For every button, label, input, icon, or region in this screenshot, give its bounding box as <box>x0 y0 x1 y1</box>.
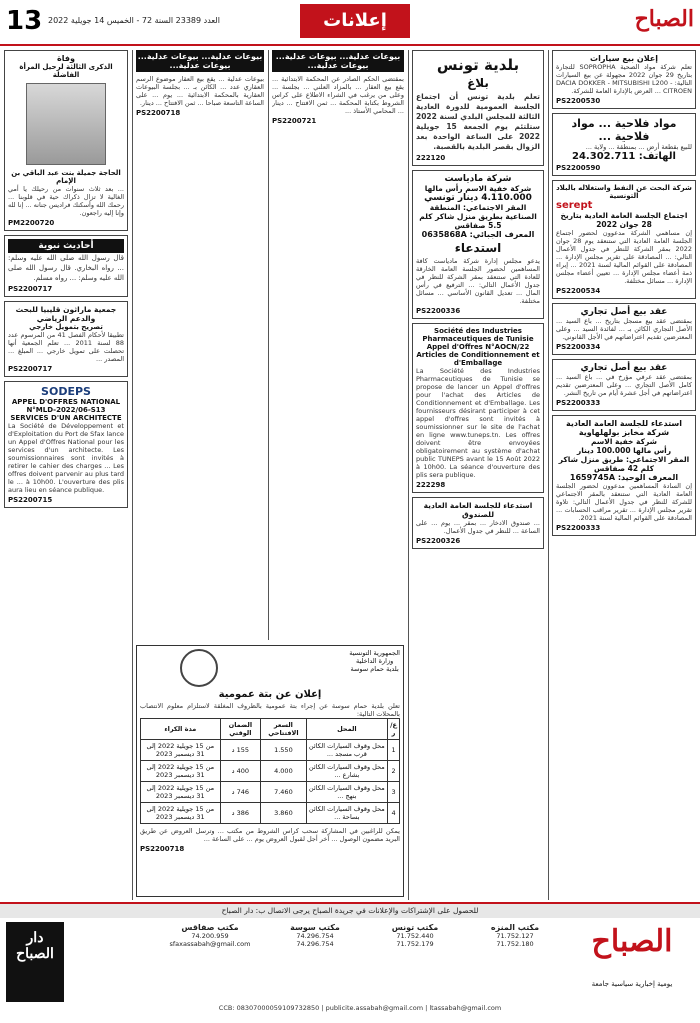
public-auction <box>136 645 404 897</box>
table-cell: 400 د <box>220 761 261 782</box>
notice-baladia <box>412 50 544 166</box>
notice-body: يدعو مجلس إدارة شركة مادياست كافة المساهمين لحضور الجلسة العامة الخارقة للعادة التي ستنعقد بمقر الشركة للنظر في جدول الأعمال التالي: ... الترفيع في رأس المال ... تعديل القانون الأساسي ... مسائل مختلفة. <box>416 257 540 305</box>
footer-banner: للحصول على الإشتراكات والإعلانات في جريدة الصباح يرجى الاتصال ب: دار الصباح <box>0 904 700 918</box>
column-divider <box>408 50 409 900</box>
auction-body: يمكن للراغبين في المشاركة سحب كراس الشروط من مكتب ... وترسل العروض عن طريق البريد مضمون الوصول ... آخر أجل لقبول العروض يوم ... على الساعة ... <box>140 827 400 843</box>
table-cell: 1.550 <box>261 740 307 761</box>
assoc-ref: PS2200717 <box>8 365 53 373</box>
section-banner: بيوعات عدلية... بيوعات عدلية... بيوعات عدلية... <box>137 52 263 70</box>
sodeps-body: La Société de Développement et d'Exploitation du Port de Sfax lance un Appel d'Offres National pour les services d'un architecte. Les soumissionnaires sont invités à retirer le cahier des charges ... Les offres doivent parvenir au plus tard le ... à 10h00. L'ouverture des plis aura lieu en séance publique. <box>8 422 124 494</box>
company-address: المقر الاجتماعي: المنطقة الصناعية بطريق منزل شاكر كلم 5.5 صفاقس <box>419 203 537 230</box>
portrait-photo <box>26 83 106 165</box>
company-capital: 4.110.000 دينار تونسي <box>424 193 532 203</box>
company-name: شركة البحث عن النفط واستغلاله بالبلاد التونسية <box>556 184 692 200</box>
ad-title: اجتماع الجلسة العامة العادية بتاريخ 28 جوان 2022 <box>560 211 688 229</box>
assoc-subtitle: تصريح بتمويل خارجي <box>29 323 103 331</box>
auction-intro: تعلن بلدية حمام سوسة عن إجراء بتة عمومية بالظروف المغلقة لاستلزام معلوم الانتصاب بالمحلات التالية: <box>140 702 400 718</box>
ad-title: استدعاء للجلسة العامة العادية <box>566 419 682 428</box>
office-title: مكتب المنزه <box>490 923 540 932</box>
page-footer <box>0 902 700 1023</box>
column-divider <box>548 50 549 900</box>
table-cell: 2 <box>388 761 400 782</box>
company-register: المعرف الوحيد: 1659745A <box>569 473 679 482</box>
sodeps-notice <box>4 381 128 508</box>
office-title: مكتب صفاقس <box>181 923 239 932</box>
notice-tender <box>412 497 544 549</box>
masthead-logo: الصباح <box>634 6 694 32</box>
office-phone: 71.752.127 <box>496 932 534 940</box>
table-header: ع/ر <box>388 719 400 740</box>
obit-body: ... بعد ثلاث سنوات من رحيلك يا أمي الغالية لا تزال ذكراك حية في قلوبنا ... رحمك الله وأسكنك فراديس جنانه ... إنا لله وإنا إليه راجعون. <box>8 185 124 217</box>
office-sfax <box>160 924 260 994</box>
notice-title: استدعاء للجلسة العامة العادية للصندوق <box>423 501 533 519</box>
assoc-title: جمعية ماراثون قليبيا للبحث والدعم الرياضي <box>15 305 117 323</box>
office-mouz <box>470 924 560 994</box>
judicial-body: بيوعات عدلية ... يقع بيع العقار موضوع الرسم العقاري عدد ... الكائن بـ ... بجلسة البيوعات العقارية بالمحكمة الابتدائية ... يوم ... على الساعة التاسعة صباحا ... ثمن الافتتاح ... دينار. <box>136 75 264 107</box>
company-type: شركة خفية الاسم <box>591 437 657 446</box>
company-name: شركة مادياست <box>444 174 512 184</box>
ad-phone: الهاتف: 24.302.711 <box>572 151 676 162</box>
notice-ref: 222120 <box>416 154 446 162</box>
table-cell: 4 <box>388 803 400 824</box>
company-type: شركة خفية الاسم رأس مالها <box>424 184 532 193</box>
ad-body: إن مساهمي الشركة مدعوون لحضور اجتماع الجلسة العامة العادية التي ستنعقد يوم 28 جوان 2022 بمقر الشركة للنظر في جدول الأعمال التالي: ... المصادقة على تقرير مجلس الإدارة ... المصادقة على القوائم المالية لسنة 2021 ... إبراء ذمة أعضاء مجلس الإدارة ... تعيين أعضاء مجلس الإدارة ... مسائل مختلفة. <box>556 229 692 285</box>
serept-logo-icon: serept <box>556 200 593 211</box>
company-address: المقر الاجتماعي: طريق منزل شاكر كلم 42 صفاقس <box>558 455 690 473</box>
column-divider <box>268 50 269 640</box>
notice-ref: PS2200326 <box>416 537 461 545</box>
notice-body: La Société des Industries Pharmaceutiques de Tunisie se propose de lancer un Appel d'offres pour l'achat des Articles de Conditionnement et d'Emballage. Les fournisseurs désirant participer à cet appel d'offres sont invités à soumissionner sur le site de l'achat en ligne www.tuneps.tn. Les offres doivent être envoyées obligatoirement au système d'achat public TUNEPS avant le 15 Août 2022 à 10h00. La séance d'ouverture des plis sera publique. <box>416 367 540 479</box>
column-2 <box>412 50 544 900</box>
office-title: مكتب تونس <box>391 923 439 932</box>
hadith-box <box>4 235 128 297</box>
table-cell: 386 د <box>220 803 261 824</box>
office-tunis <box>370 924 460 994</box>
footer-masthead: الصباح <box>591 924 673 959</box>
notice-ref: PS2200336 <box>416 307 461 315</box>
auction-table <box>140 718 400 824</box>
office-title: مكتب سوسة <box>290 923 340 932</box>
ad-ref: PS2200334 <box>556 343 601 351</box>
ad-contract-1 <box>552 303 696 355</box>
judicial-body: بمقتضى الحكم الصادر عن المحكمة الابتدائية ... يقع بيع العقار ... بالمزاد العلني ... بجلسة ... وعلى من يرغب في الشراء الاطلاع على كراس الشروط بكتابة المحكمة ... ثمن الافتتاح ... دينار ... المحامي الأستاذ ... <box>272 75 404 115</box>
notice-ref: 222298 <box>416 481 446 489</box>
ad-body: تعلم شركة مواد الصحية SOPROPHA للتجارة بتاريخ 29 جوان 2022 مجهولة عن بيع السيارات التالية: DACIA DOKKER - MITSUBISHI L200 - CITROEN ... العرض بالإدارة العامة للشركة. <box>556 63 692 95</box>
table-row <box>141 740 400 761</box>
table-cell: 3.860 <box>261 803 307 824</box>
notice-summons <box>412 170 544 319</box>
sodeps-logo-icon: SODEPS <box>41 385 91 398</box>
ad-ref: PS2200333 <box>556 524 601 532</box>
table-cell: محل وقوف السيارات الكائن بشارع ... <box>306 761 387 782</box>
office-phone: 74.200.959 <box>191 932 229 940</box>
ad-agri <box>552 113 696 176</box>
table-header: السعر الافتتاحي <box>261 719 307 740</box>
obituary <box>4 50 128 231</box>
association-notice <box>4 301 128 377</box>
office-phone: 74.296.754 <box>296 932 334 940</box>
judicial-ref: PS2200721 <box>272 117 317 125</box>
notice-title: بلدية تونس <box>436 56 520 74</box>
notice-title: استدعاء <box>454 241 502 255</box>
table-header: الضمان الوقتي <box>220 719 261 740</box>
table-cell: 1 <box>388 740 400 761</box>
column-divider <box>132 50 133 900</box>
company-capital: رأس مالها 100.000 دينار <box>576 446 672 455</box>
table-cell: 746 د <box>220 782 261 803</box>
table-cell: 7.460 <box>261 782 307 803</box>
obit-header: وفاة <box>57 54 75 63</box>
company-name: شركة مخابز بولهلهاوية <box>578 428 670 437</box>
page-number: 13 <box>6 6 43 36</box>
column-right <box>552 50 696 900</box>
office-email: sfaxassabah@gmail.com <box>169 940 251 948</box>
table-cell: من 15 جويلية 2022 إلى 31 ديسمبر 2023 <box>141 761 221 782</box>
office-fax: 71.752.180 <box>496 940 534 948</box>
column-3 <box>272 50 404 640</box>
notice-body: ... صندوق الادخار ... بمقر ... يوم ... على الساعة ... للنظر في جدول الأعمال. <box>416 519 540 535</box>
ad-body: للبيع بقطعة أرض ... بمنطقة ... ولاية ... <box>585 143 692 151</box>
republic-label: الجمهورية التونسية <box>349 649 400 657</box>
ad-ref: PS2200590 <box>556 164 601 172</box>
notice-subtitle: بلاغ <box>467 76 489 90</box>
column-left <box>4 50 128 900</box>
table-cell: محل وقوف السيارات الكائن بنهج ... <box>306 782 387 803</box>
judicial-ref: PS2200718 <box>136 109 181 117</box>
ad-body: بمقتضى عقد بيع مسجل بتاريخ ... باع السيد ... الأصل التجاري الكائن بـ ... لفائدة السيد ... وعلى المعترضين تقديم اعتراضاتهم في الأجل القانوني. <box>556 317 692 341</box>
hadith-ref: PS2200717 <box>8 285 53 293</box>
table-cell: محل وقوف السيارات الكائن بساحة ... <box>306 803 387 824</box>
office-sousse <box>270 924 360 994</box>
hadith-title: أحاديث نبوية <box>8 239 124 253</box>
hadith-body: قال رسول الله صلى الله عليه وسلم: ... رواه البخاري. قال رسول الله صلى الله عليه وسلم: ... رواه مسلم. <box>8 254 124 282</box>
emblem-icon <box>180 649 218 687</box>
ad-contract-2 <box>552 359 696 411</box>
footer-tagline: يومية إخبارية سياسية جامعة <box>591 980 673 988</box>
section-title: إعلانات <box>300 4 410 38</box>
ad-car-sale <box>552 50 696 109</box>
ad-ref: PS2200333 <box>556 399 601 407</box>
municipality-label: بلدية حمام سوسة <box>350 665 399 673</box>
table-cell: 155 د <box>220 740 261 761</box>
ad-body: بمقتضى عقد عرفي مؤرخ في ... باع السيد ... كامل الأصل التجاري ... وعلى المعترضين تقديم اعتراضاتهم في أجل عشرة أيام من تاريخ النشر. <box>556 373 692 397</box>
table-cell: من 15 جويلية 2022 إلى 31 ديسمبر 2023 <box>141 740 221 761</box>
table-header: مدة الكراء <box>141 719 221 740</box>
table-cell: 4.000 <box>261 761 307 782</box>
table-row <box>141 761 400 782</box>
auction-ref: PS2200718 <box>140 845 185 853</box>
office-fax: 71.752.179 <box>396 940 434 948</box>
footer-bottom: CCB: 08307000059109732850 | publicite.assabah@gmail.com | ltassabah@gmail.com <box>218 1004 502 1012</box>
ad-body: إن السادة المساهمين مدعوون لحضور الجلسة العامة العادية التي ستنعقد بالمقر الاجتماعي للشركة للنظر في جدول الأعمال التالي: تلاوة تقرير مجلس الإدارة ... تقرير مراقب الحسابات ... المصادقة على القوائم المالية لسنة 2021. <box>556 482 692 522</box>
assoc-body: تطبيقا لأحكام الفصل 41 من المرسوم عدد 88 لسنة 2011 ... تعلم الجمعية أنها تحصلت على تمويل خارجي ... المبلغ ... المصدر ... <box>8 331 124 363</box>
table-cell: من 15 جويلية 2022 إلى 31 ديسمبر 2023 <box>141 782 221 803</box>
notice-topic: Articles de Conditionnement et d'Emballage <box>416 351 540 367</box>
sodeps-ref: PS2200715 <box>8 496 53 504</box>
publisher-logo: دار الصباح <box>6 922 64 1002</box>
ad-serept <box>552 180 696 299</box>
ad-title: عقد بيع أصل تجاري <box>580 307 668 317</box>
notice-body: تعلم بلدية تونس أن اجتماع الجلسة العمومية للدورة العادية الثالثة للمجلس البلدي لسنة 2022 ستلتئم يوم الجمعة 15 جويلية 2022 على الساعة الواحدة بعد الزوال بقصر البلدية بالقصبة. <box>416 92 540 151</box>
ad-ref: PS2200530 <box>556 97 601 105</box>
issue-info: العدد 23389 السنة 72 - الخميس 14 جويلية 2022 <box>48 16 220 25</box>
page-header <box>0 0 700 46</box>
ministry-label: وزارة الداخلية <box>355 657 394 665</box>
table-cell: من 15 جويلية 2022 إلى 31 ديسمبر 2023 <box>141 803 221 824</box>
table-row <box>141 782 400 803</box>
ad-meeting <box>552 415 696 536</box>
sodeps-title: APPEL D'OFFRES NATIONAL N°MLD-2022/06-S13 <box>11 398 121 414</box>
ad-title: عقد بيع أصل تجاري <box>580 363 668 373</box>
section-banner: بيوعات عدلية... بيوعات عدلية... بيوعات عدلية... <box>272 50 404 72</box>
ad-ref: PS2200534 <box>556 287 601 295</box>
obit-name: الحاجة جميلة بنت عبد الباقي بن الإمام <box>11 169 121 185</box>
auction-title: إعلان عن بتة عمومية <box>218 689 322 700</box>
column-4 <box>136 50 264 640</box>
company-register: المعرف الجبائي: 0635868A <box>421 230 535 239</box>
table-cell: محل وقوف السيارات الكائن قرب مسجد ... <box>306 740 387 761</box>
office-phone: 71.752.440 <box>396 932 434 940</box>
notice-siphat <box>412 323 544 493</box>
office-fax: 74.296.754 <box>296 940 334 948</box>
ad-title: مواد فلاحية ... مواد فلاحية ... <box>571 117 677 143</box>
notice-title: Société des Industries Pharmaceutiques de Tunisie <box>422 327 534 343</box>
table-header: المحل <box>306 719 387 740</box>
table-row <box>141 803 400 824</box>
notice-subtitle: Appel d'Offres N°AOCN/22 <box>426 343 530 351</box>
obit-title: الذكرى الثالثة لرحيل المرأة الفاضلة <box>19 63 113 79</box>
sodeps-subtitle: SERVICES D'UN ARCHITECTE <box>10 414 122 422</box>
obit-ref: PM2200720 <box>8 219 55 227</box>
table-cell: 3 <box>388 782 400 803</box>
ad-title: إعلان بيع سيارات <box>590 54 658 63</box>
